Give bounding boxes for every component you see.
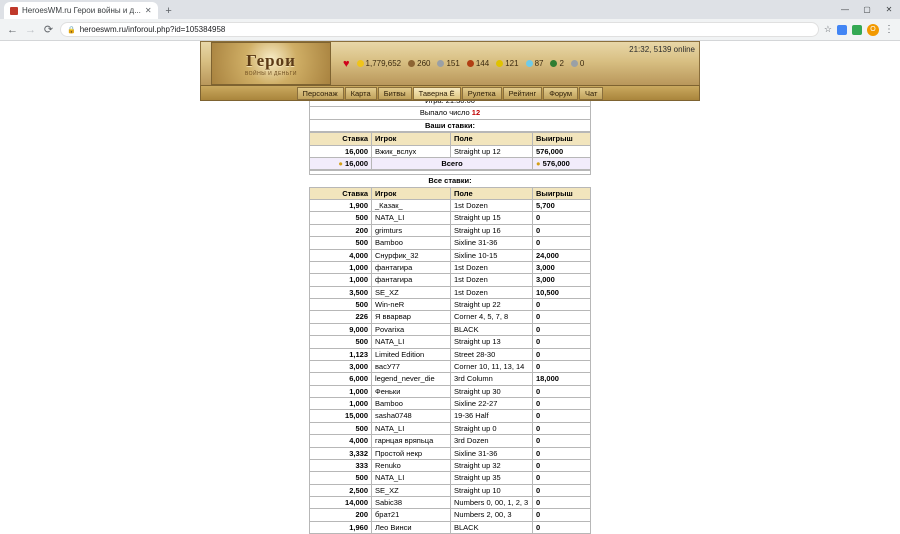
resource-ore-value: 151 [446, 59, 460, 68]
site-logo-subtitle: ВОЙНЫ И ДЕНЬГИ [245, 70, 297, 77]
all-bets-table [309, 187, 591, 534]
cell-win: 18,000 [533, 373, 591, 385]
site-logo[interactable] [211, 42, 331, 85]
gold-icon: ● [338, 158, 343, 168]
ore-icon [437, 60, 444, 67]
gem-icon [550, 60, 557, 67]
cell-win: 3,000 [533, 261, 591, 273]
header-player: Игрок [372, 133, 451, 145]
browser-tab[interactable] [4, 2, 158, 19]
resource-ore [437, 59, 459, 68]
cell-field: Sixline 10-15 [451, 249, 533, 261]
cell-field: 19-36 Half [451, 410, 533, 422]
nav-item-tavern[interactable]: Таверна Ё [413, 87, 461, 100]
table-row [310, 497, 591, 509]
resource-gem-value: 2 [559, 59, 564, 68]
browser-toolbar [0, 19, 900, 41]
resource-wood [408, 59, 430, 68]
cell-win: 0 [533, 336, 591, 348]
cell-stake: 500 [310, 422, 372, 434]
table-row [310, 447, 591, 459]
all-bets-body [310, 200, 591, 534]
cell-stake: 200 [310, 224, 372, 236]
total-stake-value: 16,000 [345, 158, 368, 168]
extension-icon[interactable] [837, 25, 847, 35]
header-stake: Ставка [310, 133, 372, 145]
resource-misc [571, 59, 584, 68]
cell-player: Limited Edition [372, 348, 451, 360]
cell-player: Win-neR [372, 299, 451, 311]
table-row [310, 249, 591, 261]
health-heart-icon: ♥ [343, 57, 350, 70]
cell-win: 0 [533, 385, 591, 397]
new-tab-button[interactable]: + [165, 5, 172, 17]
cell-stake: 1,000 [310, 274, 372, 286]
cell-player: Bamboo [372, 237, 451, 249]
table-row [310, 410, 591, 422]
cell-stake: 200 [310, 509, 372, 521]
cell-player: гарнцая вряпьца [372, 435, 451, 447]
header-field-all: Поле [451, 187, 533, 199]
cell-stake: 3,500 [310, 286, 372, 298]
result-row [310, 107, 591, 119]
all-bets-title: Все ставки: [310, 175, 591, 187]
misc-icon [571, 60, 578, 67]
reload-icon[interactable]: ⟳ [43, 24, 54, 36]
cell-win: 0 [533, 484, 591, 496]
cell-field: 1st Dozen [451, 200, 533, 212]
cell-stake: 500 [310, 336, 372, 348]
cell-stake: 333 [310, 459, 372, 471]
your-bets-title-row [310, 119, 591, 131]
nav-item-rating[interactable]: Рейтинг [503, 87, 543, 100]
cell-stake: 500 [310, 237, 372, 249]
cell-stake: 6,000 [310, 373, 372, 385]
lock-icon: 🔒 [67, 26, 76, 34]
table-row [310, 299, 591, 311]
forward-icon[interactable]: → [25, 23, 36, 36]
cell-player: Вжик_вслух [372, 145, 451, 157]
cell-field: BLACK [451, 323, 533, 335]
cell-field: 3rd Column [451, 373, 533, 385]
cell-field: Straight up 15 [451, 212, 533, 224]
cell-player: Sabic38 [372, 497, 451, 509]
cell-stake: 1,000 [310, 398, 372, 410]
site-favicon-icon [10, 7, 18, 15]
totals-row [310, 157, 591, 169]
cell-field: Straight up 16 [451, 224, 533, 236]
gold-icon-2: ● [536, 158, 541, 168]
cell-stake: 4,000 [310, 435, 372, 447]
cell-win: 0 [533, 472, 591, 484]
toolbar-right [824, 24, 894, 36]
table-row [310, 459, 591, 471]
table-row [310, 484, 591, 496]
cell-player: sasha0748 [372, 410, 451, 422]
table-row [310, 323, 591, 335]
cell-stake: 14,000 [310, 497, 372, 509]
cell-player: _Казак_ [372, 200, 451, 212]
address-bar[interactable] [60, 22, 819, 37]
nav-item-persona[interactable]: Персонаж [297, 87, 344, 100]
resource-mercury-value: 144 [475, 59, 490, 68]
cell-player: Простой некр [372, 447, 451, 459]
table-row [310, 385, 591, 397]
extension-icon-2[interactable] [852, 25, 862, 35]
header-stake-all: Ставка [310, 187, 372, 199]
resource-gold [357, 59, 402, 68]
cell-win: 24,000 [533, 249, 591, 261]
table-row [310, 373, 591, 385]
your-bets-header-row [310, 133, 591, 145]
roulette-content [0, 91, 900, 532]
cell-field: 1st Dozen [451, 261, 533, 273]
cell-stake: 1,960 [310, 521, 372, 533]
window-close-icon[interactable]: ✕ [885, 5, 893, 14]
window-controls [834, 0, 900, 19]
cell-field: BLACK [451, 521, 533, 533]
cell-stake: 1,000 [310, 261, 372, 273]
cell-stake: 3,000 [310, 360, 372, 372]
gold-icon [357, 60, 364, 67]
cell-stake: 9,000 [310, 323, 372, 335]
table-row [310, 422, 591, 434]
cell-stake: 226 [310, 311, 372, 323]
crystal-icon [526, 60, 533, 67]
cell-stake: 3,332 [310, 447, 372, 459]
cell-win: 0 [533, 435, 591, 447]
cell-player: Феньки [372, 385, 451, 397]
roulette-panel [309, 94, 591, 532]
cell-stake: 500 [310, 299, 372, 311]
cell-field: Corner 10, 11, 13, 14 [451, 360, 533, 372]
resource-gold-value: 1,779,652 [365, 59, 402, 68]
your-bets-title: Ваши ставки: [310, 119, 591, 131]
cell-win: 0 [533, 447, 591, 459]
wood-icon [408, 60, 415, 67]
online-status: 21:32, 5139 online [629, 45, 695, 54]
cell-stake: 500 [310, 212, 372, 224]
table-row [310, 521, 591, 533]
cell-field: Straight up 22 [451, 299, 533, 311]
table-row [310, 435, 591, 447]
cell-field: Straight up 12 [451, 145, 533, 157]
cell-win: 0 [533, 422, 591, 434]
cell-field: Sixline 31-36 [451, 447, 533, 459]
header-resources [343, 58, 584, 70]
cell-win: 0 [533, 509, 591, 521]
cell-win: 0 [533, 323, 591, 335]
cell-win: 0 [533, 311, 591, 323]
resource-wood-value: 260 [417, 59, 431, 68]
table-row [310, 261, 591, 273]
table-row [310, 212, 591, 224]
cell-player: NATA_LI [372, 422, 451, 434]
cell-player: grimturs [372, 224, 451, 236]
cell-win: 0 [533, 212, 591, 224]
table-row [310, 311, 591, 323]
page-content [0, 41, 900, 532]
cell-field: Sixline 22-27 [451, 398, 533, 410]
cell-field: Straight up 0 [451, 422, 533, 434]
address-bar-url: heroeswm.ru/inforoul.php?id=105384958 [79, 25, 226, 34]
cell-player: Renuko [372, 459, 451, 471]
result-number: 12 [471, 108, 481, 118]
nav-item-map[interactable]: Карта [345, 87, 377, 100]
cell-player: NATA_LI [372, 336, 451, 348]
header-banner [200, 41, 700, 86]
cell-win: 0 [533, 398, 591, 410]
cell-player: Лео Винси [372, 521, 451, 533]
resource-mercury [467, 59, 489, 68]
cell-field: Straight up 30 [451, 385, 533, 397]
cell-player: SE_XZ [372, 484, 451, 496]
table-row [310, 336, 591, 348]
cell-field: Straight up 35 [451, 472, 533, 484]
cell-stake: 1,900 [310, 200, 372, 212]
cell-field: 1st Dozen [451, 286, 533, 298]
header-win: Выигрыш [533, 133, 591, 145]
cell-stake: 500 [310, 472, 372, 484]
cell-field: Straight up 13 [451, 336, 533, 348]
nav-item-battles[interactable]: Битвы [378, 87, 412, 100]
all-bets-header-row [310, 187, 591, 199]
cell-field: Street 28-30 [451, 348, 533, 360]
cell-stake: 1,123 [310, 348, 372, 360]
cell-field: 1st Dozen [451, 274, 533, 286]
header-player-all: Игрок [372, 187, 451, 199]
table-row [310, 145, 591, 157]
cell-win: 0 [533, 521, 591, 533]
table-row [310, 286, 591, 298]
table-row [310, 472, 591, 484]
cell-win: 0 [533, 360, 591, 372]
cell-player: NATA_LI [372, 212, 451, 224]
all-bets-title-table [309, 170, 591, 186]
cell-stake: 16,000 [310, 145, 372, 157]
resource-misc-value: 0 [579, 59, 585, 68]
resource-sulfur [496, 59, 518, 68]
cell-win: 0 [533, 237, 591, 249]
resource-crystal-value: 87 [534, 59, 544, 68]
your-bets-table [309, 132, 591, 170]
total-stake [310, 157, 372, 169]
cell-player: NATA_LI [372, 472, 451, 484]
table-row [310, 348, 591, 360]
cell-win: 5,700 [533, 200, 591, 212]
total-label: Всего [372, 157, 533, 169]
cell-win: 0 [533, 224, 591, 236]
cell-player: Я вварвар [372, 311, 451, 323]
bookmark-star-icon[interactable]: ☆ [823, 24, 832, 34]
cell-field: Numbers 2, 00, 3 [451, 509, 533, 521]
minimize-icon[interactable]: — [841, 5, 849, 14]
cell-win: 0 [533, 497, 591, 509]
site-navbar [200, 85, 700, 101]
cell-field: Straight up 10 [451, 484, 533, 496]
table-row [310, 274, 591, 286]
cell-field: 3rd Dozen [451, 435, 533, 447]
site-header [0, 41, 900, 98]
nav-item-chat[interactable]: Чат [579, 87, 603, 100]
table-row [310, 224, 591, 236]
table-row [310, 398, 591, 410]
cell-win: 576,000 [533, 145, 591, 157]
all-bets-title-row [310, 175, 591, 187]
table-row [310, 237, 591, 249]
cell-player: Povarixa [372, 323, 451, 335]
mercury-icon [467, 60, 474, 67]
header-field: Поле [451, 133, 533, 145]
cell-field: Corner 4, 5, 7, 8 [451, 311, 533, 323]
table-row [310, 200, 591, 212]
header-win-all: Выигрыш [533, 187, 591, 199]
cell-stake: 15,000 [310, 410, 372, 422]
sulfur-icon [496, 60, 503, 67]
cell-win: 0 [533, 410, 591, 422]
cell-win: 10,500 [533, 286, 591, 298]
resource-gem [550, 59, 563, 68]
profile-avatar[interactable]: O [867, 24, 879, 36]
cell-win: 0 [533, 299, 591, 311]
tab-strip [0, 0, 900, 19]
cell-win: 0 [533, 348, 591, 360]
total-win [533, 157, 591, 169]
total-win-value: 576,000 [542, 158, 570, 168]
cell-player: васУ77 [372, 360, 451, 372]
site-logo-title: Герои [246, 50, 296, 70]
resource-sulfur-value: 121 [505, 59, 519, 68]
cell-field: Straight up 32 [451, 459, 533, 471]
table-row [310, 360, 591, 372]
cell-field: Sixline 31-36 [451, 237, 533, 249]
cell-field: Numbers 0, 00, 1, 2, 3 [451, 497, 533, 509]
cell-stake: 1,000 [310, 385, 372, 397]
result-cell [310, 107, 591, 119]
cell-win: 0 [533, 459, 591, 471]
cell-player: брат21 [372, 509, 451, 521]
cell-player: фантагира [372, 261, 451, 273]
cell-player: фантагира [372, 274, 451, 286]
nav-item-roulette[interactable]: Рулетка [462, 87, 502, 100]
cell-stake: 2,500 [310, 484, 372, 496]
result-label: Выпало число [419, 108, 470, 118]
resource-crystal [526, 59, 544, 68]
cell-player: SE_XZ [372, 286, 451, 298]
browser-menu-icon[interactable]: ⋮ [884, 24, 894, 35]
cell-player: legend_never_die [372, 373, 451, 385]
maximize-icon[interactable]: ▢ [863, 5, 871, 14]
back-icon[interactable]: ← [7, 23, 18, 36]
table-row [310, 509, 591, 521]
close-icon[interactable]: ✕ [144, 6, 152, 15]
cell-player: Bamboo [372, 398, 451, 410]
cell-win: 3,000 [533, 274, 591, 286]
cell-player: Снурфик_32 [372, 249, 451, 261]
nav-item-forum[interactable]: Форум [543, 87, 578, 100]
cell-stake: 4,000 [310, 249, 372, 261]
tab-title: HeroesWM.ru Герои войны и д... [22, 6, 141, 15]
